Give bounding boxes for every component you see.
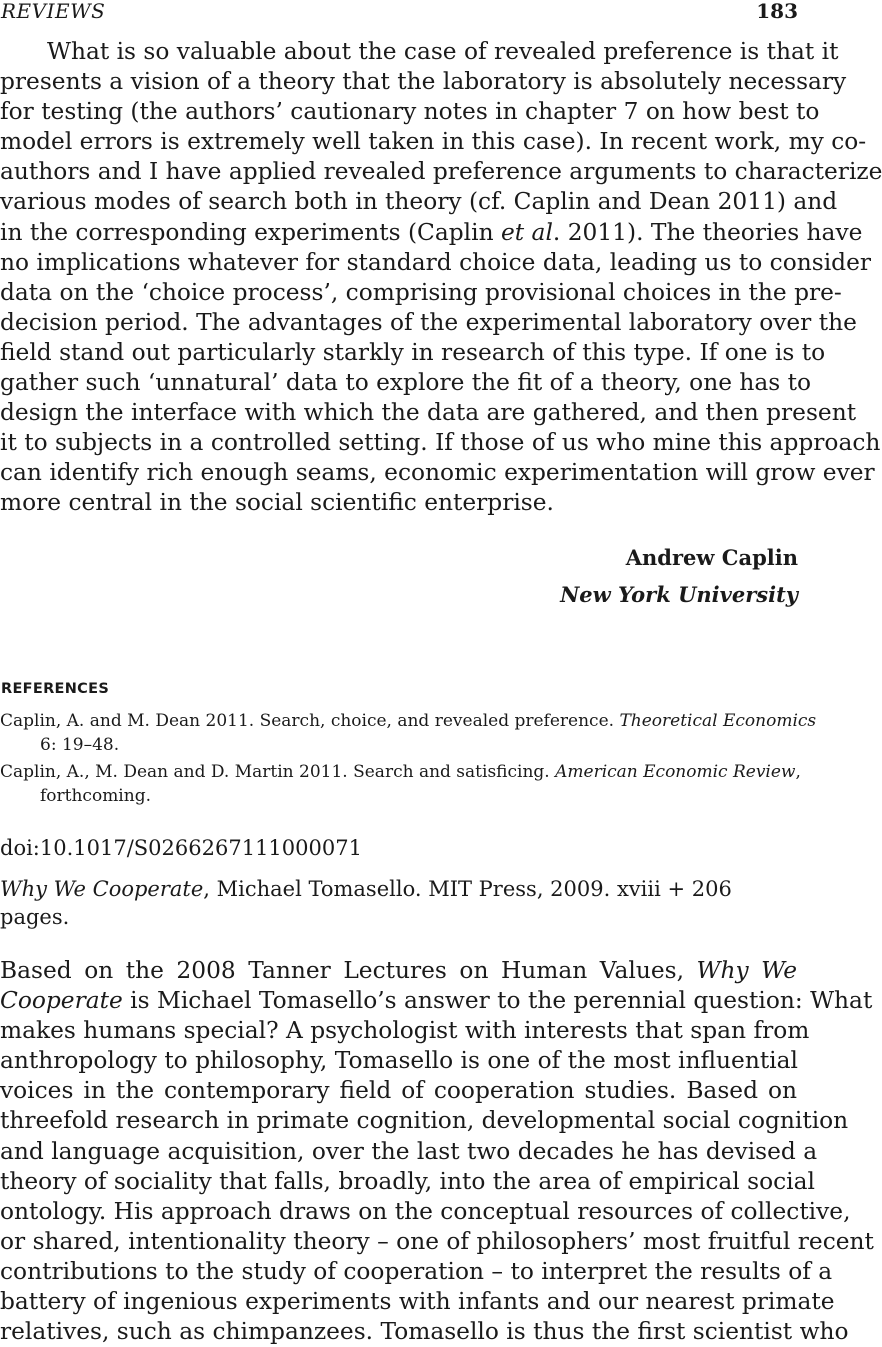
paragraph-line (0, 1076, 797, 1106)
paragraph-line (0, 488, 797, 518)
paragraph-line (0, 986, 873, 1016)
paragraph-line (0, 308, 857, 338)
paragraph-line (0, 1257, 833, 1287)
paragraph-line (0, 37, 839, 67)
paragraph-line (0, 428, 881, 458)
paragraph-line (0, 278, 842, 308)
reference-journal: Theoretical Economics (619, 711, 817, 731)
line-text: gather such ‘unnatural’ data to explore the fit of a theory, one has to (0, 369, 812, 397)
paragraph-line (0, 1137, 818, 1167)
line-text: in the corresponding experiments (Caplin (0, 218, 501, 246)
line-text: can identify rich enough seams, economic experimentation will grow ever (0, 459, 875, 487)
reference-punct: , (795, 762, 801, 782)
line-text: What is so valuable about the case of revealed preference is that it (47, 38, 839, 65)
line-text: relatives, such as chimpanzees. Tomasello is thus the first scientist who (0, 1318, 849, 1346)
reviewer-name: Andrew Caplin (625, 545, 798, 570)
line-text: theory of sociality that falls, broadly, into the area of empirical social (0, 1167, 815, 1195)
paragraph-line (0, 1167, 815, 1197)
emphasis-text: Cooperate (0, 987, 123, 1015)
review-paragraph (0, 956, 874, 1347)
line-text: is Michael Tomasello’s answer to the perennial question: What (122, 987, 873, 1015)
reference-item (0, 760, 801, 808)
book-citation (0, 875, 797, 931)
emphasis-text: Why We (696, 957, 797, 984)
paragraph-line (0, 97, 820, 127)
line-text: various modes of search both in theory (cf. Caplin and Dean 2011) and (0, 188, 838, 216)
reference-item (0, 709, 817, 757)
paragraph-line (0, 338, 826, 368)
paragraph-line (0, 248, 871, 278)
line-text: presents a vision of a theory that the laboratory is absolutely necessary (0, 68, 847, 96)
paragraph-line (0, 1287, 835, 1317)
line-text: battery of ingenious experiments with infants and our nearest primate (0, 1288, 835, 1316)
paragraph-line (0, 187, 838, 217)
line-text: anthropology to philosophy, Tomasello is one of the most influential (0, 1047, 798, 1075)
paragraph-line (0, 398, 857, 428)
line-text: voices in the contemporary field of cooperation studies. Based on (0, 1077, 797, 1105)
line-text: contributions to the study of cooperation – to interpret the results of a (0, 1257, 833, 1285)
paragraph-line (0, 1317, 849, 1347)
reference-line (0, 760, 801, 784)
line-text: threefold research in primate cognition, developmental social cognition (0, 1107, 849, 1135)
paragraph-line (0, 1046, 797, 1076)
page-header (0, 0, 800, 24)
paragraph-line (0, 1197, 851, 1227)
paragraph-line (0, 368, 812, 398)
line-text: no implications whatever for standard choice data, leading us to consider (0, 248, 871, 276)
line-text: authors and I have applied revealed preference arguments to characterize (0, 158, 882, 186)
line-text: ontology. His approach draws on the conceptual resources of collective, (0, 1197, 851, 1225)
paragraph-line (0, 1106, 849, 1136)
reference-continuation: 6: 19–48. (40, 735, 120, 755)
running-head: REVIEWS (1, 0, 106, 23)
doi: doi:10.1017/S0266267111000071 (0, 836, 362, 860)
reference-text: Caplin, A. and M. Dean 2011. Search, choice, and revealed preference. (0, 711, 620, 731)
emphasis-text: et al (501, 218, 553, 246)
references-heading: REFERENCES (1, 681, 110, 697)
line-text: more central in the social scientific enterprise. (0, 489, 554, 517)
line-text: and language acquisition, over the last two decades he has devised a (0, 1137, 818, 1165)
paragraph-line (0, 1016, 810, 1046)
reference-continuation: forthcoming. (40, 786, 151, 806)
paragraph-line (0, 127, 867, 157)
paragraph-line (0, 1227, 874, 1257)
line-text: . 2011). The theories have (552, 218, 863, 246)
reference-journal: American Economic Review (555, 762, 796, 782)
reviewer-affiliation: New York University (560, 582, 798, 607)
book-details: , Michael Tomasello. MIT Press, 2009. xviii + 206 pages. (0, 877, 732, 929)
paragraph-line (0, 956, 797, 986)
line-text: design the interface with which the data are gathered, and then present (0, 399, 857, 427)
reference-text: Caplin, A., M. Dean and D. Martin 2011. Search and satisficing. (0, 762, 556, 782)
line-text: decision period. The advantages of the experimental laboratory over the (0, 308, 857, 336)
reference-line (0, 709, 817, 733)
line-text: or shared, intentionality theory – one of philosophers’ most fruitful recent (0, 1227, 874, 1255)
line-text: field stand out particularly starkly in research of this type. If one is to (0, 338, 826, 366)
paragraph-line (0, 458, 875, 488)
line-text: makes humans special? A psychologist with interests that span from (0, 1017, 810, 1045)
paragraph-line (0, 218, 863, 248)
book-title: Why We Cooperate (0, 877, 204, 901)
line-text: data on the ‘choice process’, comprising provisional choices in the pre- (0, 278, 842, 306)
line-text: model errors is extremely well taken in this case). In recent work, my co- (0, 128, 867, 156)
paragraph-line (0, 67, 847, 97)
line-text: Based on the 2008 Tanner Lectures on Human Values, (0, 957, 697, 984)
paragraph-line (0, 157, 882, 187)
body-paragraph (0, 37, 882, 519)
line-text: it to subjects in a controlled setting. If those of us who mine this approach (0, 429, 881, 457)
page-number: 183 (756, 0, 798, 23)
line-text: for testing (the authors’ cautionary notes in chapter 7 on how best to (0, 98, 820, 126)
